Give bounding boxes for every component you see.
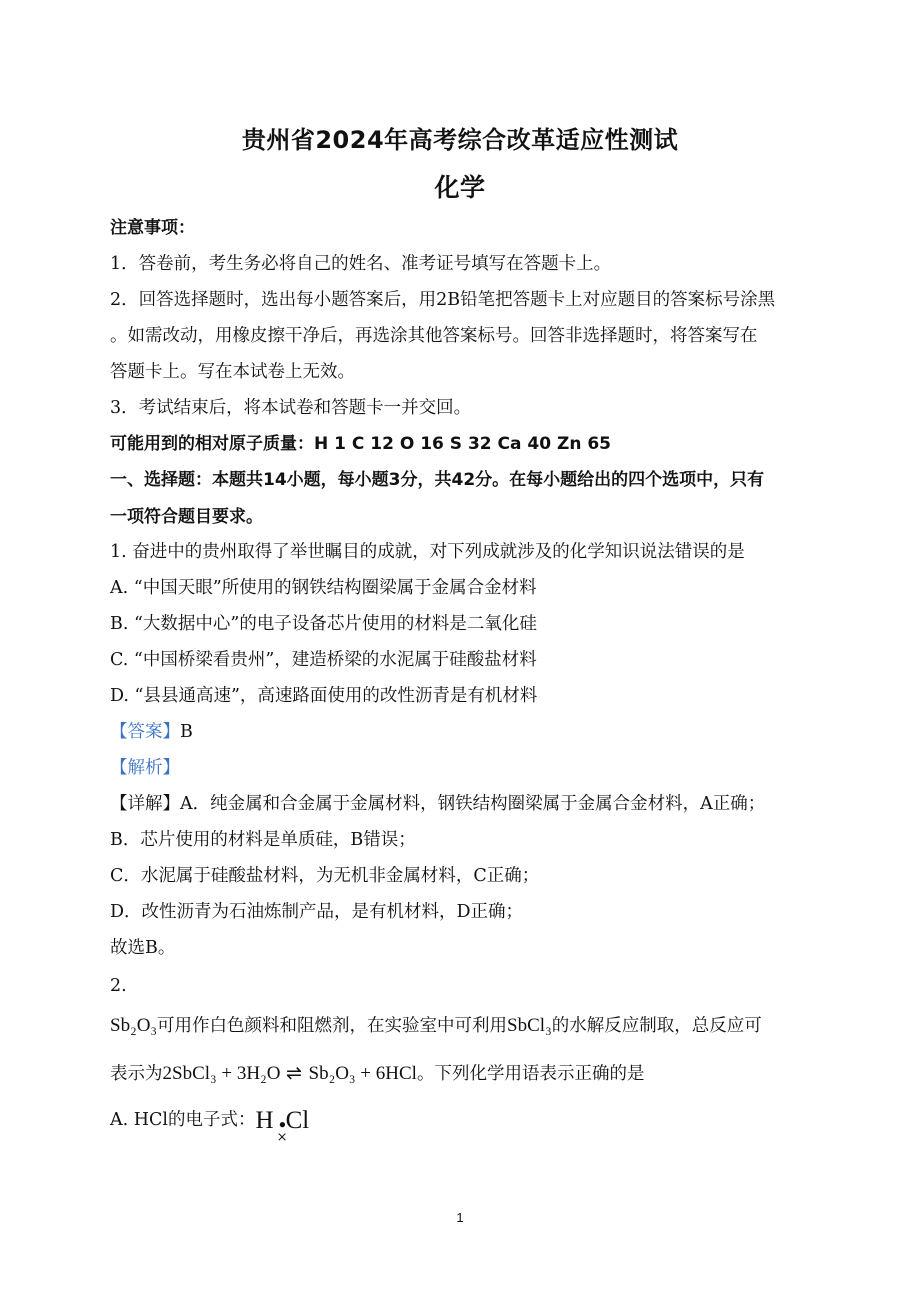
notes-heading: 注意事项： (110, 218, 195, 238)
detail-line-b: B．芯片使用的材料是单质硅，B错误； (110, 830, 416, 850)
notes-item-1: 1．答卷前，考生务必将自己的姓名、准考证号填写在答题卡上。 (110, 254, 612, 274)
page-number: 1 (456, 1210, 464, 1225)
detail-a-text: A．纯金属和合金属于金属材料，钢铁结构圈梁属于金属合金材料，A正确； (180, 794, 766, 814)
electron-dot-icon: • (277, 1116, 288, 1134)
analysis-tag: 【解析】 (110, 758, 180, 778)
notes-item-2-line-3: 答题卡上。写在本试卷上无效。 (110, 362, 355, 382)
notes-item-2-line-1: 2．回答选择题时，选出每小题答案后，用2B铅笔把答题卡上对应题目的答案标号涂黑 (110, 290, 776, 310)
question-2-number: 2. (110, 976, 127, 996)
question-1-option-a: A. “中国天眼”所使用的钢铁结构圈梁属于金属合金材料 (110, 578, 537, 598)
question-2-line-2 (110, 1062, 820, 1086)
electron-formula-h: H (255, 1107, 274, 1134)
atomic-masses: 可能用到的相对原子质量：H 1 C 12 O 16 S 32 Ca 40 Zn 65 (110, 434, 611, 454)
section-heading-line-1: 一、选择题：本题共14小题，每小题3分，共42分。在每小题给出的四个选项中，只有 (110, 470, 765, 490)
formula-sb2o3: Sb₂O₃ (110, 1015, 158, 1036)
answer-tag: 【答案】 (110, 722, 180, 742)
answer-value: B (180, 722, 193, 742)
question-2-text-1: 可用作白色颜料和阻燃剂，在实验室中可利用 (157, 1016, 508, 1036)
option-a-text: A. HCl的电子式： (110, 1110, 256, 1130)
equation-rhs: Sb₂O₃ + 6HCl (308, 1063, 417, 1084)
notes-item-3: 3．考试结束后，将本试卷和答题卡一并交回。 (110, 398, 472, 418)
equation-lhs: 2SbCl₃ + 3H₂O (162, 1063, 281, 1084)
notes-item-2-line-2: 。如需改动，用橡皮擦干净后，再选涂其他答案标号。回答非选择题时，将答案写在 (110, 326, 758, 346)
answer-line (110, 720, 820, 744)
detail-line-c: C．水泥属于硅酸盐材料，为无机非金属材料，C正确； (110, 866, 540, 886)
detail-line-a (110, 792, 820, 816)
question-2-text-2: 的水解反应制取，总反应可 (551, 1016, 762, 1036)
question-2-text-3: 表示为 (110, 1064, 163, 1084)
question-1-option-d: D. “县县通高速”，高速路面使用的改性沥青是有机材料 (110, 686, 538, 706)
question-1-option-c: C. “中国桥梁看贵州”，建造桥梁的水泥属于硅酸盐材料 (110, 650, 537, 670)
detail-line-d: D．改性沥青为石油炼制产品，是有机材料，D正确； (110, 902, 524, 922)
question-2-option-a (110, 1106, 820, 1145)
equilibrium-arrow-icon: ⇌ (286, 1063, 303, 1084)
conclusion: 故选B。 (110, 938, 176, 958)
question-1-stem: 1. 奋进中的贵州取得了举世瞩目的成就，对下列成就涉及的化学知识说法错误的是 (110, 542, 745, 562)
question-2-text-4: 。下列化学用语表示正确的是 (416, 1064, 645, 1084)
detail-tag: 【详解】 (110, 794, 180, 814)
electron-cross-icon: × (276, 1130, 288, 1145)
exam-title: 贵州省2024年高考综合改革适应性测试 (241, 126, 679, 154)
section-heading-line-2: 一项符合题目要求。 (110, 507, 263, 527)
subject-title: 化学 (434, 173, 486, 202)
question-2-line-1 (110, 1014, 820, 1038)
formula-sbcl3: SbCl₃ (507, 1015, 552, 1036)
question-1-option-b: B. “大数据中心”的电子设备芯片使用的材料是二氧化硅 (110, 614, 537, 634)
electron-formula-cl: Cl (285, 1107, 310, 1134)
